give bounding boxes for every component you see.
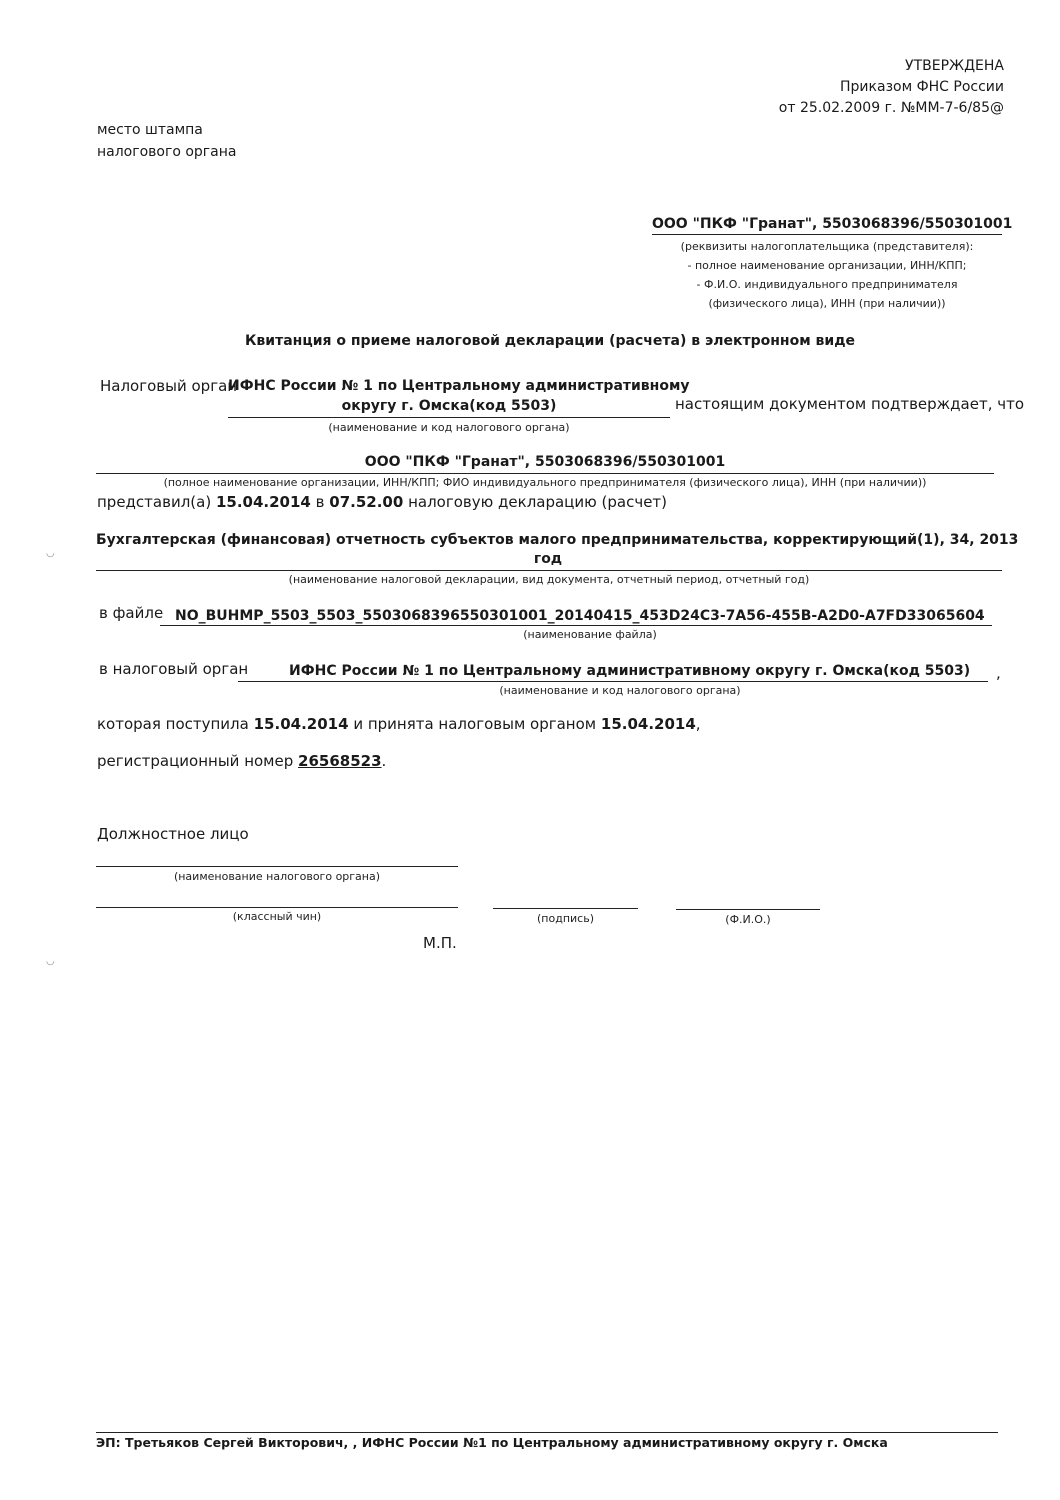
- registration-number: 26568523: [298, 752, 382, 770]
- footer-signature: ЭП: Третьяков Сергей Викторович, , ИФНС России №1 по Центральному административному округу г. Омска: [96, 1435, 888, 1450]
- file-caption: (наименование файла): [523, 628, 657, 641]
- taxpayer-header-value: ООО "ПКФ "Гранат", 5503068396/550301001: [652, 216, 1013, 232]
- official-rank-underline: [96, 907, 458, 908]
- document-title: Квитанция о приеме налоговой декларации (расчета) в электронном виде: [244, 333, 856, 349]
- footer-rule: [96, 1432, 998, 1433]
- official-signature-underline: [493, 908, 638, 909]
- registration-suffix: .: [381, 752, 387, 770]
- stamp-place: [97, 119, 236, 163]
- authority-underline: [228, 417, 670, 418]
- approval-line2: Приказом ФНС России: [840, 79, 1004, 95]
- to-authority-value: ИФНС России № 1 по Центральному административному округу г. Омска(код 5503): [289, 663, 971, 679]
- official-name-underline: [676, 909, 820, 910]
- authority-value-line1: ИФНС России № 1 по Центральному административному: [228, 378, 690, 394]
- stamp-place-line2: налогового органа: [97, 144, 237, 160]
- taxpayer-caption-line1: (реквизиты налогоплательщика (представителя):: [680, 240, 974, 253]
- authority-prefix: Налоговый орган: [100, 377, 238, 395]
- declaration-value-line2: год: [533, 551, 563, 567]
- received-line: [97, 715, 701, 733]
- approval-block: [779, 56, 1004, 119]
- file-underline: [160, 625, 992, 626]
- official-signature-caption: (подпись): [537, 912, 594, 925]
- received-suffix: ,: [695, 715, 701, 733]
- taxpayer-caption-line2: - полное наименование организации, ИНН/КПП;: [687, 259, 967, 272]
- declaration-value-line1: Бухгалтерская (финансовая) отчетность субъектов малого предпринимательства, корректирующий(1), 34, 2013: [96, 532, 1019, 548]
- organization-value: ООО "ПКФ "Гранат", 5503068396/550301001: [364, 454, 726, 470]
- authority-caption: (наименование и код налогового органа): [328, 421, 570, 434]
- official-authority-caption: (наименование налогового органа): [173, 870, 381, 883]
- declaration-underline: [96, 570, 1002, 571]
- official-rank-caption: (классный чин): [232, 910, 322, 923]
- received-prefix: которая поступила: [97, 715, 249, 733]
- organization-underline: [96, 473, 994, 474]
- official-label: Должностное лицо: [97, 825, 249, 843]
- stamp-place-line1: место штампа: [97, 122, 203, 138]
- registration-prefix: регистрационный номер: [97, 752, 294, 770]
- official-authority-underline: [96, 866, 458, 867]
- to-authority-suffix: ,: [996, 664, 1001, 682]
- submitted-line: [97, 493, 667, 511]
- official-name-caption: (Ф.И.О.): [725, 913, 771, 926]
- submitted-in: в: [315, 493, 325, 511]
- received-date: 15.04.2014: [253, 715, 349, 733]
- to-authority-prefix: в налоговый орган: [99, 660, 249, 678]
- submitted-time: 07.52.00: [329, 493, 404, 511]
- taxpayer-caption-line4: (физического лица), ИНН (при наличии)): [708, 297, 946, 310]
- received-middle: и принята налоговым органом: [353, 715, 597, 733]
- declaration-caption: (наименование налоговой декларации, вид документа, отчетный период, отчетный год): [288, 573, 810, 586]
- organization-caption: (полное наименование организации, ИНН/КПП; ФИО индивидуального предпринимателя (физического лица), ИНН (при наличии)): [163, 476, 927, 489]
- taxpayer-header-caption: [652, 237, 1002, 313]
- file-prefix: в файле: [99, 604, 164, 622]
- to-authority-underline: [238, 681, 988, 682]
- submitted-prefix: представил(а): [97, 493, 212, 511]
- submitted-suffix: налоговую декларацию (расчет): [408, 493, 668, 511]
- to-authority-caption: (наименование и код налогового органа): [499, 684, 741, 697]
- scan-mark-hole-lower: ◡: [46, 956, 55, 967]
- approval-line3: от 25.02.2009 г. №ММ-7-6/85@: [778, 100, 1004, 116]
- accepted-date: 15.04.2014: [600, 715, 696, 733]
- scan-mark-hole-upper: ◡: [46, 548, 55, 559]
- submitted-date: 15.04.2014: [215, 493, 311, 511]
- authority-suffix: настоящим документом подтверждает, что: [675, 395, 1025, 413]
- registration-line: [97, 752, 386, 770]
- taxpayer-header-underline: [652, 234, 1002, 235]
- approval-line1: УТВЕРЖДЕНА: [905, 58, 1004, 74]
- file-name: NO_BUHMP_5503_5503_5503068396550301001_20140415_453D24C3-7A56-455B-A2D0-A7FD33065604: [175, 608, 985, 624]
- taxpayer-caption-line3: - Ф.И.О. индивидуального предпринимателя: [696, 278, 958, 291]
- authority-value-line2: округу г. Омска(код 5503): [341, 398, 557, 414]
- seal-label: М.П.: [423, 934, 457, 952]
